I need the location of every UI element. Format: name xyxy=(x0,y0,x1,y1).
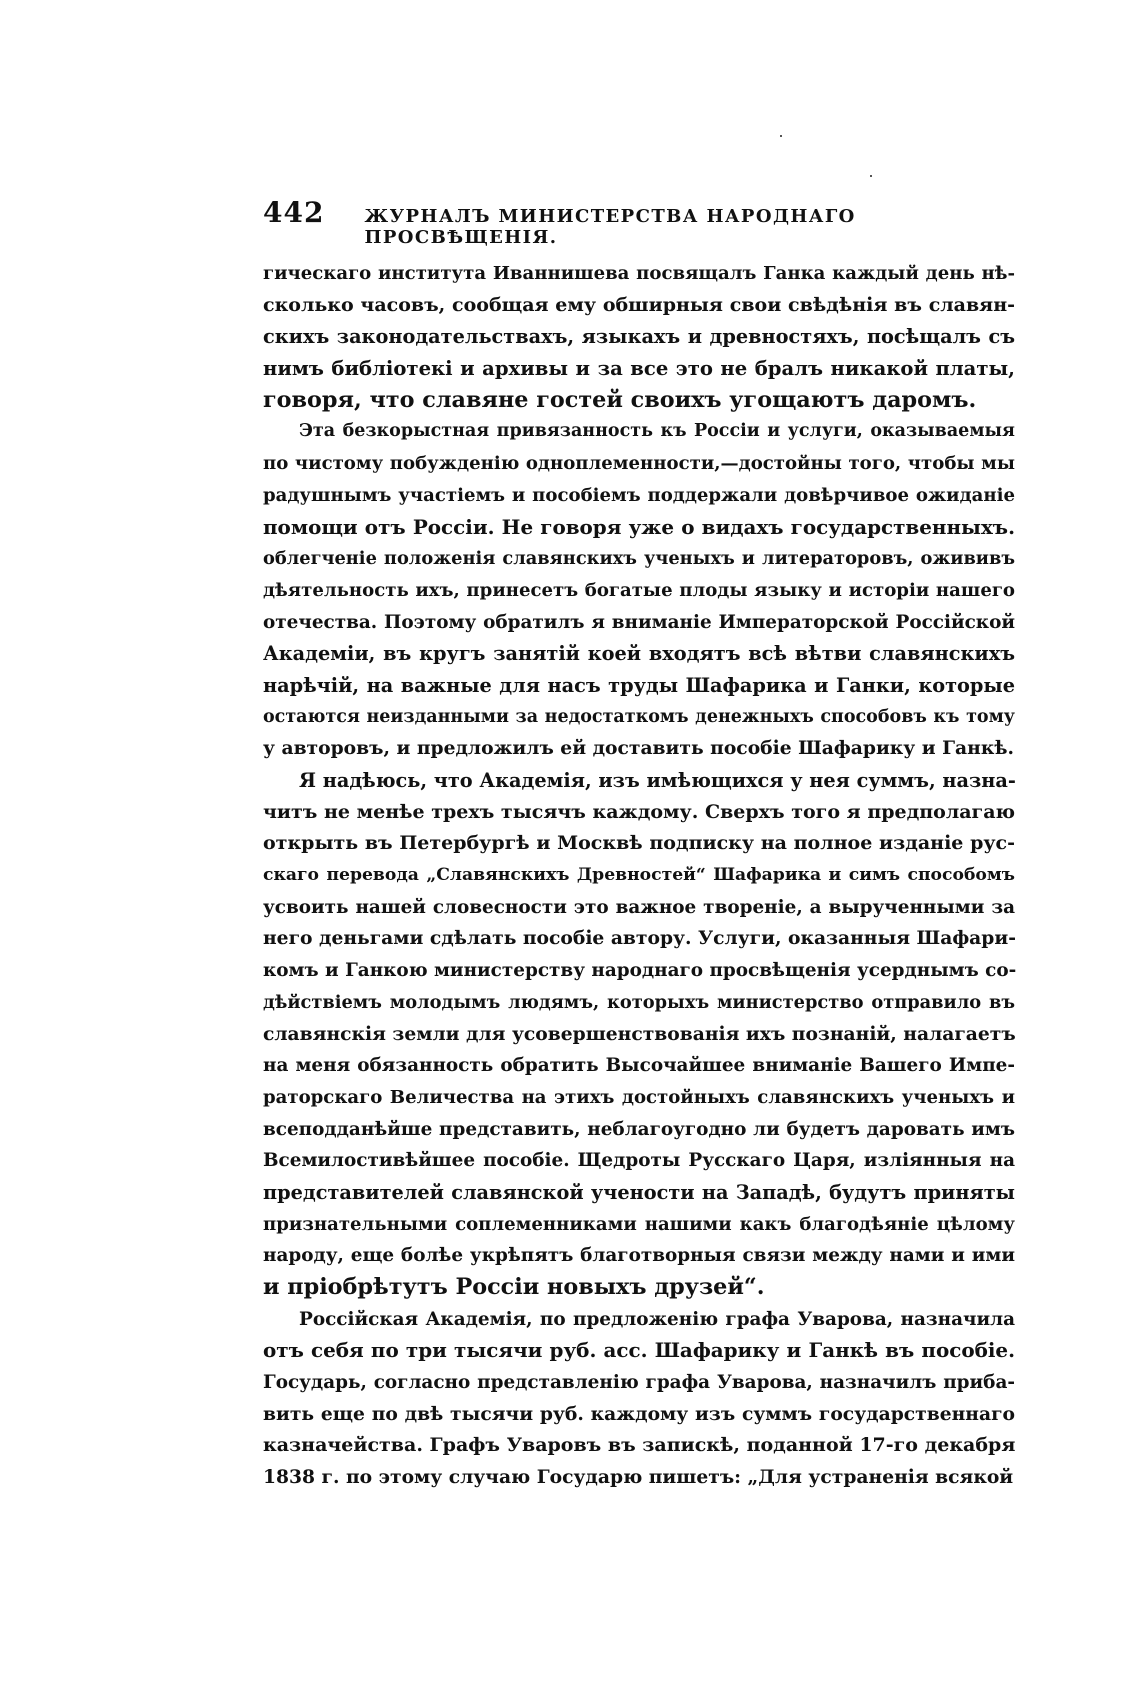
text-line: и пріобрѣтутъ Россіи новыхъ друзей“. xyxy=(263,1274,765,1300)
text-line: Академіи, въ кругъ занятій коей входятъ всѣ вѣтви славянскихъ xyxy=(263,642,1015,666)
text-line: комъ и Ганкою министерству народнаго просвѣщенія усерднымъ со- xyxy=(263,960,1017,982)
text-line: Эта безкорыстная привязанность къ Россіи и услуги, оказываемыя xyxy=(299,421,1015,442)
book-page xyxy=(263,196,1015,1494)
text-line: него деньгами сдѣлать пособіе автору. Услуги, оказанныя Шафари- xyxy=(263,927,1016,950)
text-line: на меня обязанность обратить Высочайшее вниманіе Вашего Импе- xyxy=(263,1055,1015,1077)
text-line: гическаго института Иваннишева посвящалъ Ганка каждый день нѣ- xyxy=(263,263,1015,284)
text-line: Я надѣюсь, что Академія, изъ имѣющихся у нея суммъ, назна- xyxy=(299,769,1016,792)
paragraph xyxy=(263,1304,1015,1494)
text-line: дѣйствіемъ молодымъ людямъ, которыхъ министерство отправило въ xyxy=(263,991,1015,1013)
scan-speck xyxy=(870,175,872,177)
paragraph xyxy=(263,258,1015,416)
text-line: по чистому побужденію одноплеменности,—достойны того, чтобы мы xyxy=(263,453,1015,475)
text-line: казначейства. Графъ Уваровъ въ запискѣ, поданной 17-го декабря xyxy=(263,1434,1016,1457)
text-line: народу, еще болѣе укрѣпятъ благотворныя связи между нами и ими xyxy=(263,1245,1015,1267)
paragraph xyxy=(263,416,1015,765)
text-line: усвоить нашей словесности это важное твореніе, а вырученными за xyxy=(263,896,1015,918)
text-line: скаго перевода „Славянскихъ Древностей“ Шафарика и симъ способомъ xyxy=(263,865,1015,886)
text-line: говоря, что славяне гостей своихъ угощаютъ даромъ. xyxy=(263,386,977,413)
text-line: облегченіе положенія славянскихъ ученыхъ и литераторовъ, ожививъ xyxy=(263,548,1015,570)
text-line: признательными соплеменниками нашими какъ благодѣяніе цѣлому xyxy=(263,1213,1015,1235)
page-number: 442 xyxy=(263,196,325,229)
text-line: вить еще по двѣ тысячи руб. каждому изъ суммъ государственнаго xyxy=(263,1402,1015,1425)
text-line: нарѣчій, на важные для насъ труды Шафарика и Ганки, которые xyxy=(263,673,1015,697)
text-line: скихъ законодательствахъ, языкахъ и древностяхъ, посѣщалъ съ xyxy=(263,325,1015,349)
page-header xyxy=(263,196,1015,246)
text-line: у авторовъ, и предложилъ ей доставить пособіе Шафарику и Ганкѣ. xyxy=(263,737,1014,760)
text-line: всеподданѣйше представить, неблагоугодно ли будетъ даровать имъ xyxy=(263,1118,1015,1140)
text-line: Государь, согласно представленію графа Уварова, назначилъ приба- xyxy=(263,1372,1015,1394)
text-line: сколько часовъ, сообщая ему обширныя свои свѣдѣнія въ славян- xyxy=(263,293,1015,316)
text-line: радушнымъ участіемъ и пособіемъ поддержали довѣрчивое ожиданіе xyxy=(263,484,1015,506)
scan-speck xyxy=(780,135,782,137)
running-head: ЖУРНАЛЪ МИНИСТЕРСТВА НАРОДНАГО ПРОСВѢЩЕНІЯ. xyxy=(364,206,856,248)
text-line: Россійская Академія, по предложенію графа Уварова, назначила xyxy=(299,1308,1015,1330)
text-line: представителей славянской учености на Западѣ, будутъ приняты xyxy=(263,1180,1015,1204)
text-line: дѣятельность ихъ, принесетъ богатые плоды языку и исторіи нашего xyxy=(263,579,1015,601)
text-line: раторскаго Величества на этихъ достойныхъ славянскихъ ученыхъ и xyxy=(263,1086,1015,1108)
text-line: нимъ библіотекі и архивы и за все это не бралъ никакой платы, xyxy=(263,357,1015,381)
text-line: помощи отъ Россіи. Не говоря уже о видахъ государственныхъ. xyxy=(263,514,1015,539)
text-line: открыть въ Петербургѣ и Москвѣ подписку на полное изданіе рус- xyxy=(263,832,1015,855)
text-line: остаются неизданными за недостаткомъ денежныхъ способовъ къ тому xyxy=(263,706,1015,727)
text-line: отечества. Поэтому обратилъ я вниманіе Императорской Россійской xyxy=(263,611,1015,633)
text-line: отъ себя по три тысячи руб. асс. Шафарику и Ганкѣ въ пособіе. xyxy=(263,1338,1015,1363)
text-line: 1838 г. по этому случаю Государю пишетъ: „Для устраненія всякой xyxy=(263,1466,1014,1489)
text-line: читъ не менѣе трехъ тысячъ каждому. Сверхъ того я предполагаю xyxy=(263,800,1015,823)
body-text xyxy=(263,258,1015,1494)
text-line: Всемилостивѣйшее пособіе. Щедроты Русскаго Царя, изліянныя на xyxy=(263,1150,1015,1172)
text-line: славянскія земли для усовершенствованія ихъ познаній, налагаетъ xyxy=(263,1022,1016,1045)
paragraph xyxy=(263,765,1015,1304)
